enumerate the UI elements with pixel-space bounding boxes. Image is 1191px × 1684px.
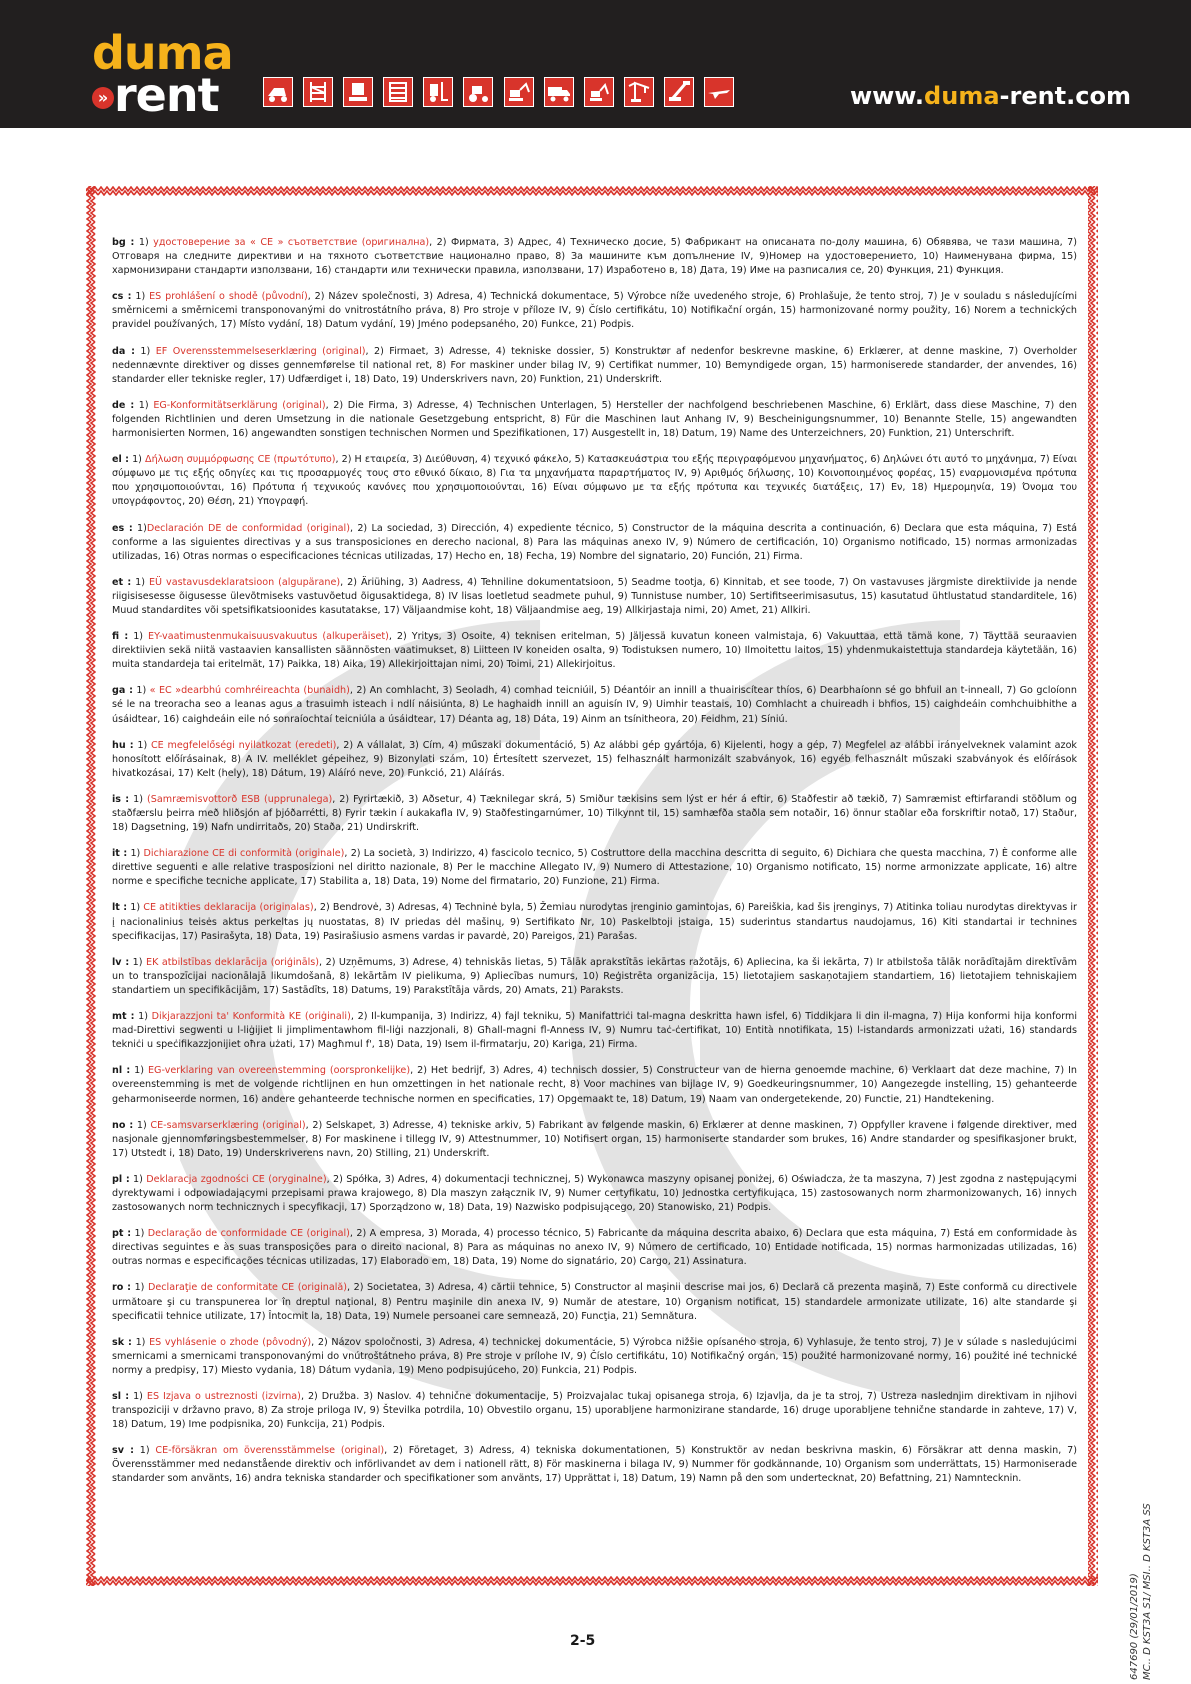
- declaration-title: удостоверение за « CE » съответствие (оригинална): [153, 237, 430, 248]
- item-number: 1): [131, 1282, 148, 1294]
- document-code-line2: MC.. D KST3A S1/ MSI.. D KST3A SS: [1142, 1503, 1153, 1680]
- website-url[interactable]: [850, 82, 1131, 110]
- declaration-body: , 2) Die Firma, 3) Adresse, 4) Technischen Unterlagen, 5) Hersteller der nachfolgend beschriebenen Maschine, 6) Erklärt, dass diese Maschine, 7) den folgenden Richtlinien und deren Umsetzung in die nationale Gesetzgebung entspricht, 8) Für die Maschinen laut Anhang IV, 9) Bescheinigungsnummer, 10) Benannte Stelle, 15) angewandten harmonisierten Normen, 16) angewandten sonstigen technischen Normen und Spezifikationen, 17) Ausgestellt in, 18) Datum, 19) Name des Unterzeichners, 20) Funktion, 21) Unterschrift.: [112, 399, 1077, 440]
- declaration-body: , 2) Societatea, 3) Adresa, 4) cărtii tehnice, 5) Constructor al maşinii descrise mai jos, 6) Declară că prezenta maşină, 7) Este conformă cu directivele următoare şi cu transpunerea lor în dreptul naţional, 8) Pentru maşinile din anexa IV, 9) Număr de atestare, 10) Organism notificat, 15) standardele armonizate utilizate, 16) alte standarde şi specificatii tehnice utilizate, 17) Întocmit la, 18) Data, 19) Numele persoanei care semnează, 20) Funcţia, 21) Semnătura.: [112, 1282, 1078, 1322]
- item-number: 1): [131, 1336, 150, 1348]
- language-code: fi :: [112, 631, 129, 643]
- dumper-icon: [263, 77, 293, 107]
- item-number: 1): [133, 1119, 151, 1131]
- declaration-title: EG-Konformitätserklärung (original): [153, 399, 326, 411]
- declaration-title: Deklaracja zgodności CE (oryginalne): [146, 1173, 327, 1185]
- language-code: sv :: [112, 1445, 134, 1457]
- roller-icon: [383, 77, 413, 107]
- item-number: 1): [129, 793, 148, 805]
- declaration-body: , 2) Äriühing, 3) Aadress, 4) Tehniline dokumentatsioon, 5) Seadme tootja, 6) Kinnitab, et see toode, 7) On vastavuses järgmiste direktiivide ja nende riigisisesesse õigusesse ülevõtmiseks vastuvõetud õigusaktidega, 8) IV lisas loetletud seadmete puhul, 9) Tunnistuse number, 10) Sertifitseerimisasutus, 15) kasutatud ühtlustatud standarditele, 16) Muud standardites või spetsifikatsioonides kasutatakse, 17) Väljaandmise koht, 18) Väljaandmise aeg, 19) Allkirjastaja nimi, 20) Amet, 21) Allkiri.: [112, 576, 1077, 616]
- item-number: 1): [127, 902, 144, 914]
- language-code: de :: [112, 399, 135, 411]
- item-number: 1): [133, 739, 151, 751]
- declaration-body: , 2) Фирмата, 3) Адрес, 4) Техническо досие, 5) Фабрикант на описаната по-долу машина, 6) Обявява, че тази машина, 7) Отговаря на следните директиви и на тяхното съответствие национално право, 8) За машините към допълнение IV, 9)Номер на удостоверението, 10) Наименувана фирма, 15) хармонизирани стандарти използвани, 16) стандарти или технически правила, използвани, 17) Изработено в, 18) Дата, 19) Име на разписалия се, 20) Функция, 21) Функция.: [112, 237, 1077, 277]
- declaration-title: CE atitikties deklaracija (originalas): [143, 902, 314, 914]
- language-code: lt :: [112, 902, 128, 914]
- language-code: no :: [112, 1119, 134, 1131]
- declaration-body: , 2) Spółka, 3) Adres, 4) dokumentacji technicznej, 5) Wykonawca maszyny opisanej poniżej, 6) Oświadcza, że ta maszyna, 7) Jest zgodna z następującymi dyrektywami i odpowiadającymi przepisami prawa krajowego, 8) Dla maszyn załącznik IV, 9) Numer certyfikatu, 10) Jednostka certyfikująca, 15) zastosowanych norm zharmonizowanych, 16) innych zastosowanych norm technicznych i specyfikacji, 17) Sporządzono w, 18) Data, 19) Nazwisko podpisującego, 20) Stanowisko, 21) Podpis.: [112, 1173, 1077, 1214]
- declaration-text-block: [112, 236, 1077, 1499]
- declaration-body: , 2) La sociedad, 3) Dirección, 4) expediente técnico, 5) Constructor de la máquina descrita a continuación, 6) Declara que esta máquina, 7) Está conforme a las siguientes directivas y a sus transposiciones en derecho nacional, 8) Para las máquinas anexo IV, 9) Número de certificación, 10) Organismo notificado, 15) normas armonizadas utilizadas, 16) Otras normas o especificaciones técnicas utilizadas, 17) Hecho en, 18) Fecha, 19) Nombre del signatario, 20) Función, 21) Firma.: [112, 522, 1077, 562]
- declaration-paragraph: [112, 630, 1077, 672]
- declaration-paragraph: [112, 453, 1077, 509]
- declaration-paragraph: [112, 847, 1077, 889]
- language-code: ro :: [112, 1282, 132, 1294]
- declaration-body: , 2) Η εταιρεία, 3) Διεύθυνση, 4) τεχνικό φάκελο, 5) Κατασκευάστρια του εξής περιγραφόμενου μηχανήματος, 6) Δηλώνει ότι αυτό το μηχάνημα, 7) Είναι σύμφωνο με τις εξής οδηγίες και τις προσαρμογές τους στο εθνικό δίκαιο, 8) Για τα μηχανήματα παραρτήματος IV, 9) Αριθμός δήλωσης, 10) Κοινοποιημένος φορέας, 15) εναρμονισμένα πρότυπα που χρησιμοποιούνται, 16) Πρότυπα ή τεχνικούς κανόνες που χρησιμοποιούνται, 16) Είναι σύμφωνο με τα εξής πρότυπα και τεχνικές διατάξεις, 17) Εν, 18) Ημερομηνία, 19) Όνομα του υπογράφοντος, 20) Θέση, 21) Υπογραφή.: [112, 454, 1077, 508]
- declaration-paragraph: [112, 901, 1077, 943]
- item-number: 1): [130, 1065, 148, 1077]
- declaration-body: , 2) An comhlacht, 3) Seoladh, 4) comhad teicniúil, 5) Déantóir an innill a thuairiscítear thíos, 6) Dearbhaíonn sé go bhfuil an t-inneall, 7) Go gcloíonn sé le na treoracha seo a leanas agus a trasuimh isteach i ndlí náisiúnta, 8) Le haghaidh innill an aguisín IV, 9) Uimhir teastais, 10) Comhlacht a chuireadh i bhfios, 15) caighdeáin comhchuibhithe a úsáidtear, 16) caighdeáin eile nó sonraíochtaí teicniúla a úsáidtear, 17) Déanta ag, 18) Dáta, 19) Ainm an tsínitheora, 20) Feidhm, 21) Síniú.: [112, 685, 1077, 725]
- declaration-paragraph: [112, 684, 1077, 726]
- language-code: et :: [112, 576, 132, 588]
- declaration-title: Declaração de conformidade CE (original): [147, 1228, 350, 1240]
- declaration-title: « EC »dearbhú comhréireachta (bunaidh): [149, 685, 350, 697]
- declaration-body: , 2) Il-kumpanija, 3) Indirizz, 4) fajl tekniku, 5) Manifattriċi tal-magna deskritta hawn isfel, 6) Tiddikjara li din il-magna, 7) Hija konformi hija konformi mad-Direttivi segwenti u l-liġijiet li jimplimentawhom fil-liġi nazzjonali, 8) Għall-magni fl-Anness IV, 9) Numru taċ-ċertifikat, 10) Entità nnotifikata, 15) l-istandards armonizzati użati, 16) standards tekniċi u speċifikazzjonijiet oħra użati, 17) Magħmul f', 18) Data, 19) Isem il-firmatarju, 20) Kariga, 21) Firma.: [112, 1011, 1078, 1051]
- website-brand: duma: [924, 82, 1000, 110]
- boom-lift-icon: [664, 77, 694, 107]
- declaration-paragraph: [112, 739, 1077, 781]
- website-suffix: -rent.com: [999, 82, 1131, 110]
- item-number: 1): [134, 399, 154, 411]
- document-code: [1128, 1503, 1154, 1680]
- language-code: sl :: [112, 1391, 130, 1402]
- declaration-body: , 2) Företaget, 3) Adress, 4) tekniska dokumentationen, 5) Konstruktör av nedan beskrivna maskin, 6) Försäkrar att denna maskin, 7) Överensstämmer med nedanstående direktiv och införlivandet av dem i nationell rätt, 8) För maskinerna i bilaga IV, 9) Nummer för godkännande, 10) Organism som underrättats, 15) Harmoniserade standarder som använts, 16) andra tekniska standarder och specifikationer som använts, 17) Upprättat i, 18) Datum, 19) Namn på den som undertecknat, 20) Befattning, 21) Namntecknin.: [112, 1445, 1077, 1485]
- logo-arrow-icon: »: [92, 87, 114, 109]
- declaration-body: , 2) Het bedrijf, 3) Adres, 4) technisch dossier, 5) Constructeur van de hierna genoemde machine, 6) Verklaart dat deze machine, 7) In overeenstemming is met de volgende richtlijnen en hun omzettingen in het nationale recht, 8) Voor machines van bijlage IV, 9) Goedkeuringsnummer, 10) Aangezegde instelling, 15) gehanteerde geharmoniseerde normen, 16) andere gehanteerde technische normen en specificaties, 17) Opgemaakt te, 18) Datum, 19) Naam van ondergetekende, 20) Functie, 21) Handtekening.: [112, 1065, 1077, 1105]
- item-number: 1): [129, 956, 147, 968]
- declaration-title: (Samræmisvottorð ESB (upprunalega): [147, 793, 333, 805]
- language-code: es :: [112, 522, 133, 534]
- declaration-paragraph: [112, 236, 1077, 278]
- mini-excavator-icon: [584, 77, 614, 107]
- item-number: 1): [134, 1011, 152, 1023]
- language-code: mt :: [112, 1011, 135, 1023]
- declaration-body: , 2) Uzņēmums, 3) Adrese, 4) tehniskās lietas, 5) Tālāk aprakstītās iekārtas ražotājs, 6) Apliecina, ka ši iekārta, 7) Ir atbilstoša tālāk norādītajām direktīvām un to transpozīcijai nacionālajā likumdošanā, 8) Iekārtām IV pielikuma, 9) Apliecības numurs, 10) Reģistrēta organizācija, 15) lietotajiem saskaņotajiem standartiem, 16) lietotajiem tehniskajiem standartiem un specifikācijām, 17) Sastādīts, 18) Datums, 19) Parakstītāja vārds, 20) Amats, 21) Paraksts.: [112, 956, 1077, 996]
- logo-rent-line: [92, 68, 233, 122]
- declaration-title: ES prohlášení o shodě (původní): [149, 291, 308, 303]
- language-code: pl :: [112, 1173, 130, 1185]
- declaration-paragraph: [112, 1390, 1077, 1432]
- declaration-paragraph: [112, 576, 1077, 618]
- item-number: 1): [129, 454, 146, 466]
- declaration-title: CE megfelelőségi nyilatkozat (eredeti): [150, 739, 337, 751]
- declaration-body: , 2) Název společnosti, 3) Adresa, 4) Technická dokumentace, 5) Výrobce níže uvedeného stroje, 6) Prohlašuje, že tento stroj, 7) Je v souladu s následujícími směrnicemi a směrnicemi transponovanými do vnitrostátního práva, 8) Pro stroje v příloze IV, 9) Číslo certifikátu, 10) Notifikační orgán, 15) harmonizované normy použity, 16) Norem a technických pravidel používaných, 17) Místo vydání, 18) Datum vydání, 19) Jméno podepsaného, 20) Funkce, 21) Podpis.: [112, 291, 1077, 331]
- language-code: ga :: [112, 685, 133, 697]
- item-number: 1): [127, 848, 144, 860]
- declaration-title: Declaración DE de conformidad (original): [146, 522, 350, 534]
- declaration-title: ES Izjava o ustreznosti (izvirna): [146, 1391, 301, 1402]
- declaration-body: , 2) Bendrovė, 3) Adresas, 4) Techninė byla, 5) Žemiau nurodytas įrenginio gamintojas, 6) Pareiškia, kad šis įrenginys, 7) Atitinka toliau nurodytas direktyvas ir į nacionalinius teisės aktus perkeltas jų nuostatas, 8) IV priedas dėl mašinų, 9) Sertifikato Nr, 10) Paskelbtoji įstaiga, 15) suderintus standartus naudojamus, 16) Kiti standartai ir technines specifikacijas, 17) Pasirašyta, 18) Data, 19) Pasirašiusio asmens vardas ir pavardė, 20) Pareigos, 21) Parašas.: [112, 902, 1077, 942]
- language-code: cs :: [112, 291, 132, 303]
- language-code: el :: [112, 454, 129, 466]
- tractor-icon: [463, 77, 493, 107]
- header-bar: [0, 0, 1191, 128]
- declaration-title: Δήλωση συμμόρφωσης CE (πρωτότυπο): [145, 454, 336, 466]
- duma-rent-logo[interactable]: [92, 26, 233, 122]
- declaration-paragraph: [112, 399, 1077, 441]
- language-code: bg :: [112, 237, 135, 248]
- compactor-icon: [343, 77, 373, 107]
- declaration-body: , 2) La società, 3) Indirizzo, 4) fascicolo tecnico, 5) Costruttore della macchina descritta di seguito, 6) Dichiara che questa macchina, 7) È conforme alle direttive seguenti e alle relative trasposizioni nel diritto nazionale, 8) Per le macchine Allegato IV, 9) Numero di Attestazione, 10) Organismo notificato, 15) norme armonizzate applicate, 16) altre norme e specifiche tecniche applicate, 17) Stabilita a, 18) Data, 19) Nome del firmatario, 20) Funzione, 21) Firma.: [112, 848, 1077, 888]
- website-prefix: www.: [849, 82, 925, 110]
- item-number: 1): [128, 631, 149, 643]
- declaration-paragraph: [112, 1281, 1077, 1323]
- item-number: 1): [131, 1228, 148, 1240]
- declaration-paragraph: [112, 1336, 1077, 1378]
- declaration-paragraph: [112, 1119, 1077, 1161]
- forklift-icon: [423, 77, 453, 107]
- language-code: lv :: [112, 956, 130, 968]
- item-number: 1): [134, 237, 154, 248]
- declaration-title: EK atbilstības deklarācija (oriģināls): [146, 956, 320, 968]
- declaration-body: , 2) A vállalat, 3) Cím, 4) műszaki dokumentáció, 5) Az alábbi gép gyártója, 6) Kijelenti, hogy a gép, 7) Megfelel az alábbi irányelveknek valamint azok honosított előírásainak, 8) A IV. melléklet gépeihez, 9) Bizonylati szám, 10) Értesített szervezet, 15) felhasznált harmonizált szabványok, 16) egyéb felhasznált műszaki szabványok és előírások hivatkozásai, 17) Kelt (hely), 18) Dátum, 19) Aláíró neve, 20) Funkció, 21) Aláírás.: [112, 739, 1077, 779]
- declaration-paragraph: [112, 1010, 1077, 1052]
- declaration-title: Dikjarazzjoni ta' Konformità KE (oriġinali): [151, 1011, 351, 1023]
- scaffold-icon: [303, 77, 333, 107]
- declaration-paragraph: [112, 345, 1077, 387]
- declaration-paragraph: [112, 1227, 1077, 1269]
- crane-icon: [624, 77, 654, 107]
- item-number: 1): [131, 576, 149, 588]
- declaration-body: , 2) Družba. 3) Naslov. 4) tehnične dokumentacije, 5) Proizvajalac tukaj opisanega stroja, 6) Izjavlja, da je ta stroj, 7) Ustreza naslednjim direktivam in njihovi transpoziciji v državno pravo, 8) Za stroje priloga IV, 9) Številka potrdila, 10) Obvestilo organu, 15) uporabljene harmonizirane standarde, 16) druge uporabljene tehnične standarde in zahteve, 17) V, 18) Datum, 19) Ime podpisnika, 20) Funkcija, 21) Podpis.: [112, 1391, 1078, 1431]
- language-code: nl :: [112, 1065, 131, 1077]
- truck-icon: [544, 77, 574, 107]
- language-code: is :: [112, 793, 130, 805]
- declaration-body: , 2) Yritys, 3) Osoite, 4) teknisen eritelman, 5) Jäljessä kuvatun koneen valmistaja, 6) Vakuuttaa, että tämä kone, 7) Täyttää seuraavien direktiivien sekä niitä vastaavien kansallisten säännösten vaatimukset, 8) Liitteen IV koneiden osalta, 9) Todistuksen numero, 10) Ilmoitettu laitos, 15) yhdenmukaistettuja standardeja käytetään, 16) muita standardeja tai eritelmät, 17) Paikka, 18) Aika, 19) Allekirjoittajan nimi, 20) Toimi, 21) Allekirjoitus.: [112, 631, 1077, 671]
- declaration-title: Dichiarazione CE di conformità (originale): [143, 848, 345, 860]
- page-number: 2-5: [570, 1633, 596, 1649]
- machine-icons-row: [263, 77, 739, 109]
- language-code: it :: [112, 848, 128, 860]
- declaration-body: , 2) Selskapet, 3) Adresse, 4) tekniske arkiv, 5) Fabrikant av følgende maskin, 6) Erklærer at denne maskinen, 7) Oppfyller kravene i følgende direktiver, med nasjonale gjennomføringsbestemmelser, 8) For maskinene i tillegg IV, 9) Attestnummer, 10) Notifisert organ, 15) harmoniserte standarder som brukes, 16) Andre standarder og spesifikasjoner brukt, 17) Utstedt i, 18) Dato, 19) Underskriverens navn, 20) Stilling, 21) Underskrift.: [112, 1119, 1077, 1159]
- language-code: da :: [112, 345, 135, 357]
- declaration-paragraph: [112, 522, 1077, 564]
- item-number: 1): [129, 1173, 147, 1185]
- declaration-title: CE-försäkran om överensstämmelse (original): [155, 1445, 385, 1457]
- declaration-paragraph: [112, 1173, 1077, 1215]
- declaration-title: EÜ vastavusdeklaratsioon (algupärane): [149, 576, 341, 588]
- language-code: sk :: [112, 1336, 132, 1348]
- language-code: pt :: [112, 1228, 132, 1240]
- item-number: 1): [131, 291, 150, 303]
- document-code-line1: 647690 (29/01/2019): [1129, 1573, 1140, 1680]
- item-number: 1): [129, 1391, 147, 1402]
- declaration-body: , 2) Firmaet, 3) Adresse, 4) tekniske dossier, 5) Konstruktør af nedenfor beskrevne maskine, 6) Erklærer, at denne maskine, 7) Overholder nedennævnte direktiver og disses gennemførelse til national ret, 8) For maskiner under bilag IV, 9) Certifikat nummer, 10) Bemyndigede organ, 15) harmoniserede standarder, der anvendes, 16) standarder eller tekniske regler, 17) Udfærdiget i, 18) Dato, 19) Underskrivers navn, 20) Funktion, 21) Underskrift.: [112, 345, 1077, 385]
- excavator-icon: [504, 77, 534, 107]
- declaration-title: EF Overensstemmelseserklæring (original): [155, 345, 366, 357]
- declaration-paragraph: [112, 1444, 1077, 1486]
- item-number: 1): [132, 685, 150, 697]
- declaration-paragraph: [112, 956, 1077, 998]
- item-number: 1): [133, 1445, 156, 1457]
- declaration-paragraph: [112, 793, 1077, 835]
- plane-icon: [704, 77, 734, 107]
- declaration-paragraph: [112, 290, 1077, 332]
- declaration-paragraph: [112, 1064, 1077, 1106]
- declaration-title: Declaraţie de conformitate CE (originală): [147, 1282, 348, 1294]
- language-code: hu :: [112, 739, 134, 751]
- logo-rent-text: rent: [114, 68, 219, 122]
- declaration-title: ES vyhlásenie o zhode (pôvodný): [149, 1336, 312, 1348]
- item-number: 1): [134, 345, 156, 357]
- declaration-body: , 2) A empresa, 3) Morada, 4) processo técnico, 5) Fabricante da máquina descrita abaixo, 6) Declara que esta máquina, 7) Está em conformidade às directivas seguintes e às suas transposições para o direito nacional, 8) Para as máquinas no anexo IV, 9) Número de certificado, 10) Entidade notificada, 15) normas harmonizadas utilizadas, 16) outras normas e especificações técnicas utilizadas, 17) Elaborado em, 18) Data, 19) Nome do signatário, 20) Cargo, 21) Assinatura.: [112, 1228, 1077, 1268]
- item-number: 1): [132, 522, 147, 534]
- logo-duma-text: duma: [92, 26, 233, 80]
- declaration-title: EG-verklaring van overeenstemming (oorspronkelijke): [148, 1065, 411, 1077]
- declaration-body: , 2) Názov spoločnosti, 3) Adresa, 4) technickej dokumentácie, 5) Výrobca nižšie opísaného stroja, 6) Vyhlasuje, že tento stroj, 7) Je v súlade s nasledujúcimi smernicami a smernicami transponovanými do vnútroštátneho práva, 8) Pre stroje v prílohe IV, 9) Číslo certifikátu, 10) Notifikačný orgán, 15) použité harmonizované normy, 16) použité iné technické normy a predpisy, 17) Miesto vydania, 18) Dátum vydania, 19) Meno podpisujúceho, 20) Funkcia, 21) Podpis.: [112, 1336, 1077, 1376]
- declaration-title: EY-vaatimustenmukaisuusvakuutus (alkuperäiset): [148, 631, 389, 643]
- declaration-body: , 2) Fyrirtækið, 3) Aðsetur, 4) Tæknilegar skrá, 5) Smiður tækisins sem lýst er hér á eftir, 6) Staðfestir að tækið, 7) Samræmist eftirfarandi stöðlum og staðfærslu þeirra með hliðsjón af þjóðarrétti, 8) Fyrir tækin í aukakafla IV, 9) Staðfestingarnúmer, 10) Tilkynnt til, 15) samhæfða staðla sem notaðir, 16) önnur staðlar eða forskriftir notað, 17) Staður, 18) Dagsetning, 19) Nafn undirritaðs, 20) Staða, 21) Undirskrift.: [112, 793, 1077, 834]
- declaration-title: CE-samsvarserklæring (original): [150, 1119, 306, 1131]
